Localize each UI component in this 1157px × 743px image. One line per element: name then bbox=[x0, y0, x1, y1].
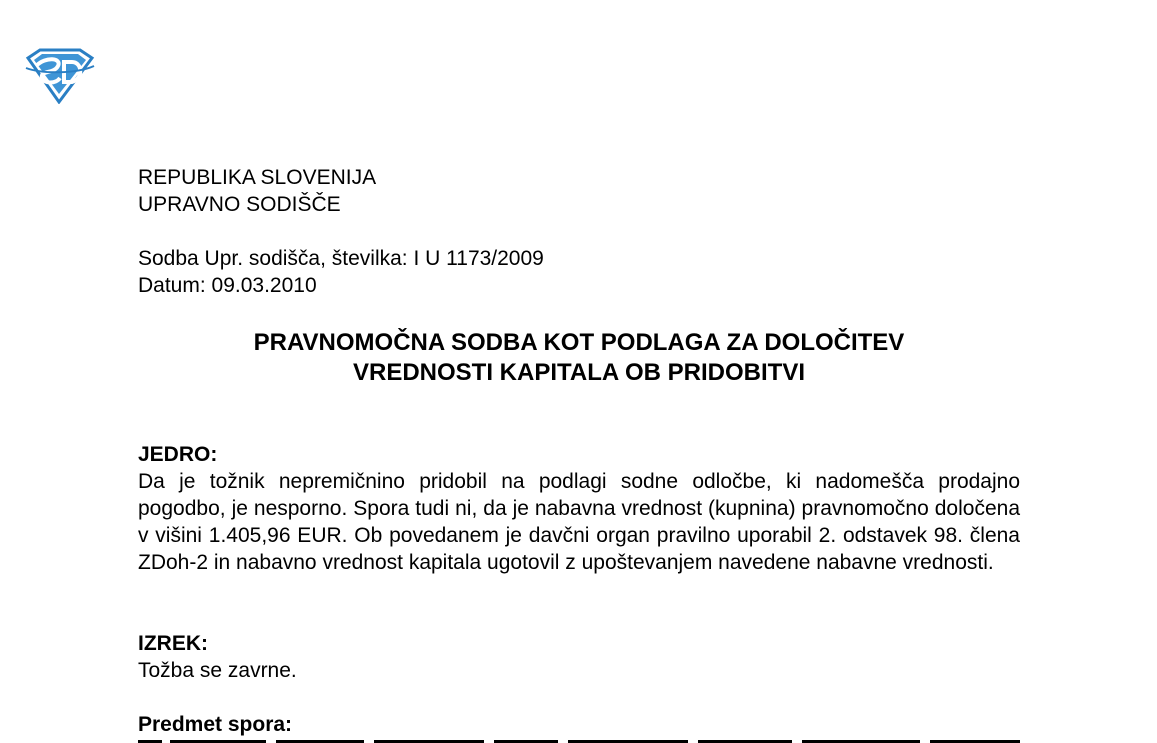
izrek-section bbox=[138, 630, 1020, 684]
jedro-heading: JEDRO: bbox=[138, 443, 218, 466]
jedro-text: Da je tožnik nepremičnino pridobil na podlagi sodne odločbe, ki nadomešča prodajno pogodbo, je nesporno. Spora tudi ni, da je nabavna vrednost (kupnina) pravnomočno določena v višini 1.405,96 EUR. Ob povedanem je davčni organ pravilno uporabil 2. odstavek 98. člena ZDoh-2 in nabavno vrednost kapitala ugotovil z upoštevanjem navedene nabavne vrednosti. bbox=[138, 470, 1020, 574]
jedro-section bbox=[138, 441, 1020, 576]
truncated-text-line bbox=[138, 736, 1020, 743]
case-date: Datum: 09.03.2010 bbox=[138, 274, 317, 297]
predmet-heading: Predmet spora: bbox=[138, 713, 293, 736]
case-number: Sodba Upr. sodišča, številka: I U 1173/2009 bbox=[138, 247, 544, 270]
document-title bbox=[138, 328, 1020, 388]
country-name: REPUBLIKA SLOVENIJA bbox=[138, 166, 377, 189]
court-header bbox=[138, 164, 1020, 299]
title-line-2: VREDNOSTI KAPITALA OB PRIDOBITVI bbox=[352, 359, 805, 386]
predmet-section bbox=[138, 711, 1020, 738]
izrek-heading: IZREK: bbox=[138, 632, 208, 655]
title-line-1: PRAVNOMOČNA SODBA KOT PODLAGA ZA DOLOČITEV bbox=[253, 329, 905, 356]
izrek-text: Tožba se zavrne. bbox=[138, 659, 297, 682]
court-name: UPRAVNO SODIŠČE bbox=[138, 193, 341, 216]
sd-shield-logo-icon bbox=[22, 48, 96, 104]
